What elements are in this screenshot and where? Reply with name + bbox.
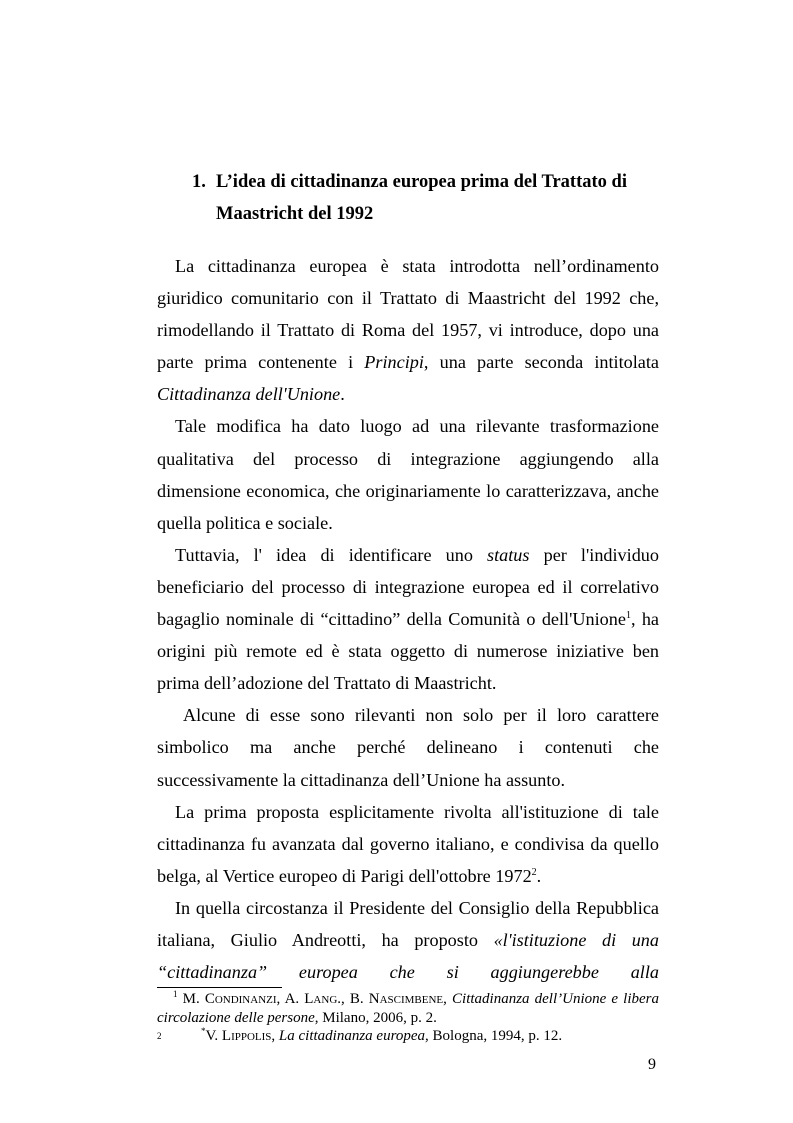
paragraph-1-text-2: , una parte seconda intitolata (423, 352, 659, 373)
paragraph-3 (157, 539, 659, 699)
fn1-sep-1: , A. (276, 991, 305, 1007)
body-text (157, 250, 659, 988)
fn1-book-title: Cittadinanza dell’Unione e libera circolazione delle persone (157, 991, 659, 1026)
cittadinanza-italic: Cittadinanza dell'Unione (157, 384, 341, 405)
status-italic: status (487, 544, 530, 565)
paragraph-1 (157, 250, 659, 410)
page-number: 9 (648, 1056, 656, 1073)
paragraph-5 (157, 796, 659, 892)
footnotes (157, 990, 659, 1046)
footnote-1-mark: 1 (173, 989, 178, 999)
section-title-line-2: Maastricht del 1992 (216, 204, 374, 224)
author-nascimbene: Nascimbene (368, 991, 444, 1007)
author-lippolis: Lippolis (221, 1028, 272, 1044)
fn1-sep-2: ., B. (337, 991, 369, 1007)
principi-italic: Principi (364, 352, 424, 373)
paragraph-3-text-2: per l'individuo beneficiario del processo di integrazione europea ed il correlativo bagaglio nominale di “cittadino” della Comunità o dell'Unione (157, 544, 659, 630)
footnote-ref-1[interactable]: 1 (625, 609, 631, 621)
fn2-sep: , (271, 1028, 279, 1044)
fn2-book-title: La cittadinanza europea (278, 1028, 426, 1044)
section-number: 1. (192, 172, 206, 192)
footnote-separator (157, 987, 282, 988)
fn1-publication: , Milano, 2006, p. 2. (314, 1009, 437, 1026)
fn2-text: V. (205, 1028, 222, 1044)
quotation-italic: «l'istituzione di una “cittadinanza” europea che si aggiungerebbe alla (157, 929, 659, 983)
paragraph-4: Alcune di esse sono rilevanti non solo per il loro carattere simbolico ma anche perché delineano i contenuti che successivamente la cittadinanza dell’Unione ha assunto. (157, 705, 659, 790)
author-lang: Lang (304, 991, 338, 1007)
paragraph-5-text: La prima proposta esplicitamente rivolta all'istituzione di tale cittadinanza fu avanzata dal governo italiano, e condivisa da quello belga, al Vertice europeo di Parigi dell'ottobre 1972 (157, 801, 659, 886)
paragraph-1-end: . (340, 384, 345, 405)
footnote-2-star: * (201, 1026, 206, 1036)
paragraph-1-text: La cittadinanza europea è stata introdotta nell’ordinamento giuridico comunitario con il Trattato di Maastricht del 1992 che, rimodellando il Trattato di Roma del 1957, vi introduce, dopo una parte prima contenente i (157, 256, 659, 373)
paragraph-6 (157, 892, 659, 988)
paragraph-5-end: . (536, 865, 542, 886)
footnote-1 (157, 990, 659, 1027)
fn1-text: M. (182, 991, 205, 1007)
footnote-2-mark: 2 (157, 1031, 162, 1041)
section-title-line-1: L’idea di cittadinanza europea prima del Trattato di (216, 172, 627, 192)
paragraph-2: Tale modifica ha dato luogo ad una rilevante trasformazione qualitativa del processo di integrazione aggiungendo alla dimensione economica, che originariamente lo caratterizzava, anche quella politica e sociale. (157, 416, 659, 533)
paragraph-3-text: Tuttavia, l' idea di identificare uno (175, 544, 488, 565)
footnote-ref-2[interactable]: 2 (531, 866, 537, 878)
paragraph-3-text-3: , ha origini più remote ed è stata oggetto di numerose iniziative ben prima dell’adozione del Trattato di Maastricht. (157, 609, 659, 694)
fn2-publication: , Bologna, 1994, p. 12. (425, 1028, 563, 1044)
fn1-sep-3: , (443, 991, 453, 1007)
footnote-2 (157, 1027, 659, 1046)
author-condinanzi: Condinanzi (204, 991, 277, 1007)
paragraph-6-text: In quella circostanza il Presidente del Consiglio della Repubblica italiana, Giulio Andreotti, ha proposto (157, 897, 659, 950)
